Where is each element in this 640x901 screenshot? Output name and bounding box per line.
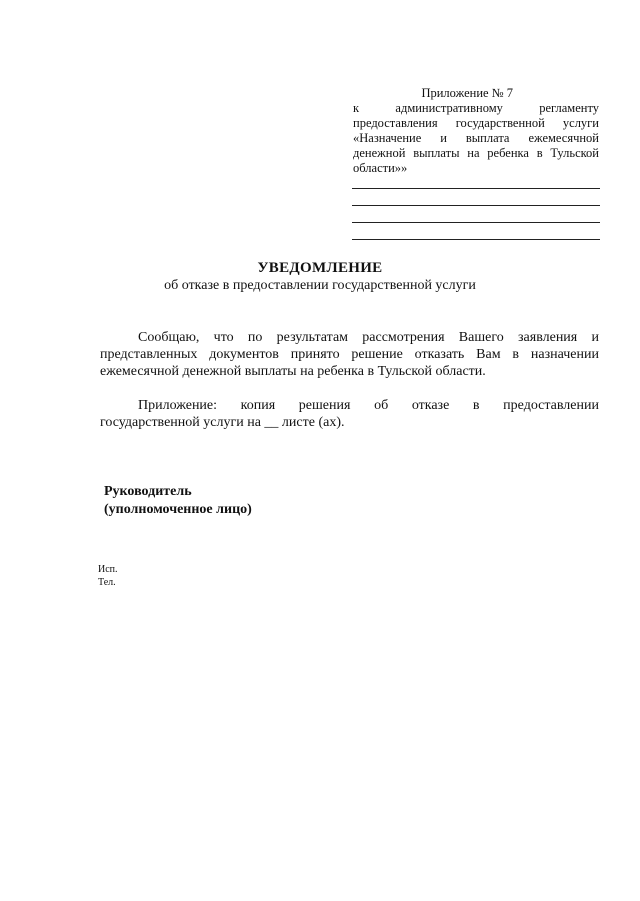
signature-block bbox=[104, 483, 252, 519]
appendix-line-1-part-c: регламенту bbox=[539, 101, 599, 115]
blank-line-2 bbox=[352, 205, 600, 206]
signature-role: (уполномоченное лицо) bbox=[104, 502, 252, 517]
footer-contacts bbox=[98, 563, 118, 589]
blank-line-3 bbox=[352, 222, 600, 223]
body-paragraph-1 bbox=[100, 329, 599, 380]
appendix-header bbox=[353, 86, 599, 176]
appendix-line-3: «Назначение и выплата ежемесячной bbox=[353, 131, 599, 145]
body-paragraph-2 bbox=[100, 397, 599, 431]
footer-executor: Исп. bbox=[98, 564, 118, 575]
signature-title: Руководитель bbox=[104, 484, 192, 499]
appendix-number: Приложение № 7 bbox=[421, 86, 513, 100]
body-p1-line-3: ежемесячной денежной выплаты на ребенка в Тульской области. bbox=[100, 364, 486, 379]
notice-subtitle: об отказе в предоставлении государственной услуги bbox=[164, 278, 476, 293]
appendix-line-2: предоставления государственной услуги bbox=[353, 116, 599, 130]
appendix-line-1-part-a: к bbox=[353, 101, 360, 115]
blank-line-1 bbox=[352, 188, 600, 189]
blank-line-4 bbox=[352, 239, 600, 240]
footer-phone: Тел. bbox=[98, 577, 116, 588]
appendix-line-5: области»» bbox=[353, 161, 408, 175]
body-p1-line-1: Сообщаю, что по результатам рассмотрения Вашего заявления и bbox=[138, 330, 599, 345]
appendix-line-1 bbox=[353, 101, 599, 116]
body-p2-line-1: Приложение: копия решения об отказе в предоставлении bbox=[138, 398, 599, 413]
body-p2-line-2: государственной услуги на __ листе (ах). bbox=[100, 415, 345, 430]
appendix-line-4: денежной выплаты на ребенка в Тульской bbox=[353, 146, 599, 160]
appendix-line-1-part-b: административному bbox=[395, 101, 503, 115]
notice-title: УВЕДОМЛЕНИЕ bbox=[257, 260, 383, 276]
body-p1-line-2: представленных документов принято решение отказать Вам в назначении bbox=[100, 347, 599, 362]
